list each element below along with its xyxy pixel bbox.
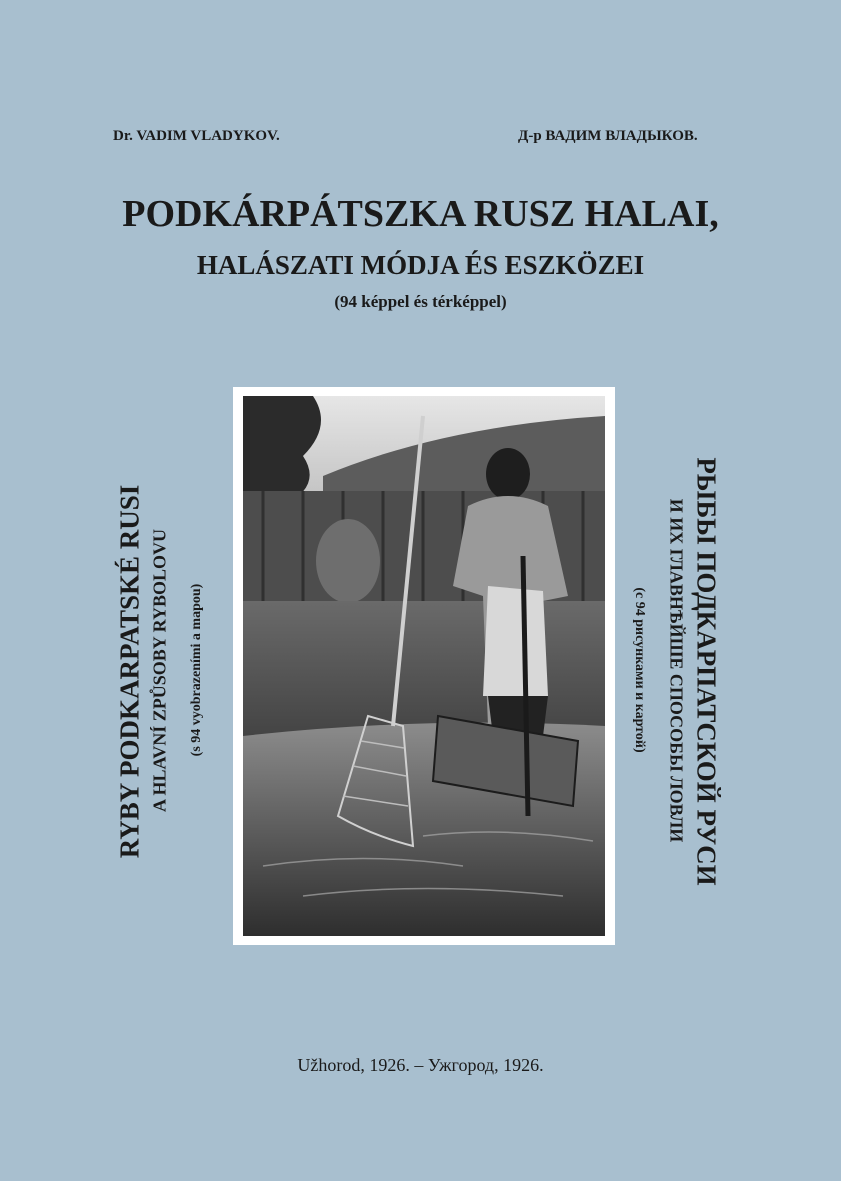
hungarian-title: PODKÁRPÁTSZKA RUSZ HALAI, [122,193,719,235]
author-cyrillic: Д-р ВАДИМ ВЛАДЫКОВ. [518,128,698,144]
hungarian-subtitle: HALÁSZATI MÓDJA ÉS ESZKÖZEI [196,250,645,280]
czech-note: (s 94 vyobrazeními a mapou) [189,583,204,757]
author-latin: Dr. VADIM VLADYKOV. [113,128,280,144]
czech-subtitle: A HLAVNÍ ZPŮSOBY RYBOLOVU [149,529,170,812]
russian-note: (с 94 рисунками и картой) [632,587,647,753]
russian-title: РЫБЫ ПОДКАРПАТСКОЙ РУСИ [691,457,722,886]
hungarian-note: (94 képpel és térképpel) [334,292,507,311]
imprint-line: Užhorod, 1926. – Ужгород, 1926. [297,1055,544,1075]
russian-subtitle: И ИХ ГЛАВНѢЙШЕ СПОСОБЫ ЛОВЛИ [666,498,687,843]
czech-title: RYBY PODKARPATSKÉ RUSI [114,484,145,859]
photo-frame [233,387,615,945]
fishing-photo [243,396,605,936]
fisherman-illustration [243,396,605,936]
